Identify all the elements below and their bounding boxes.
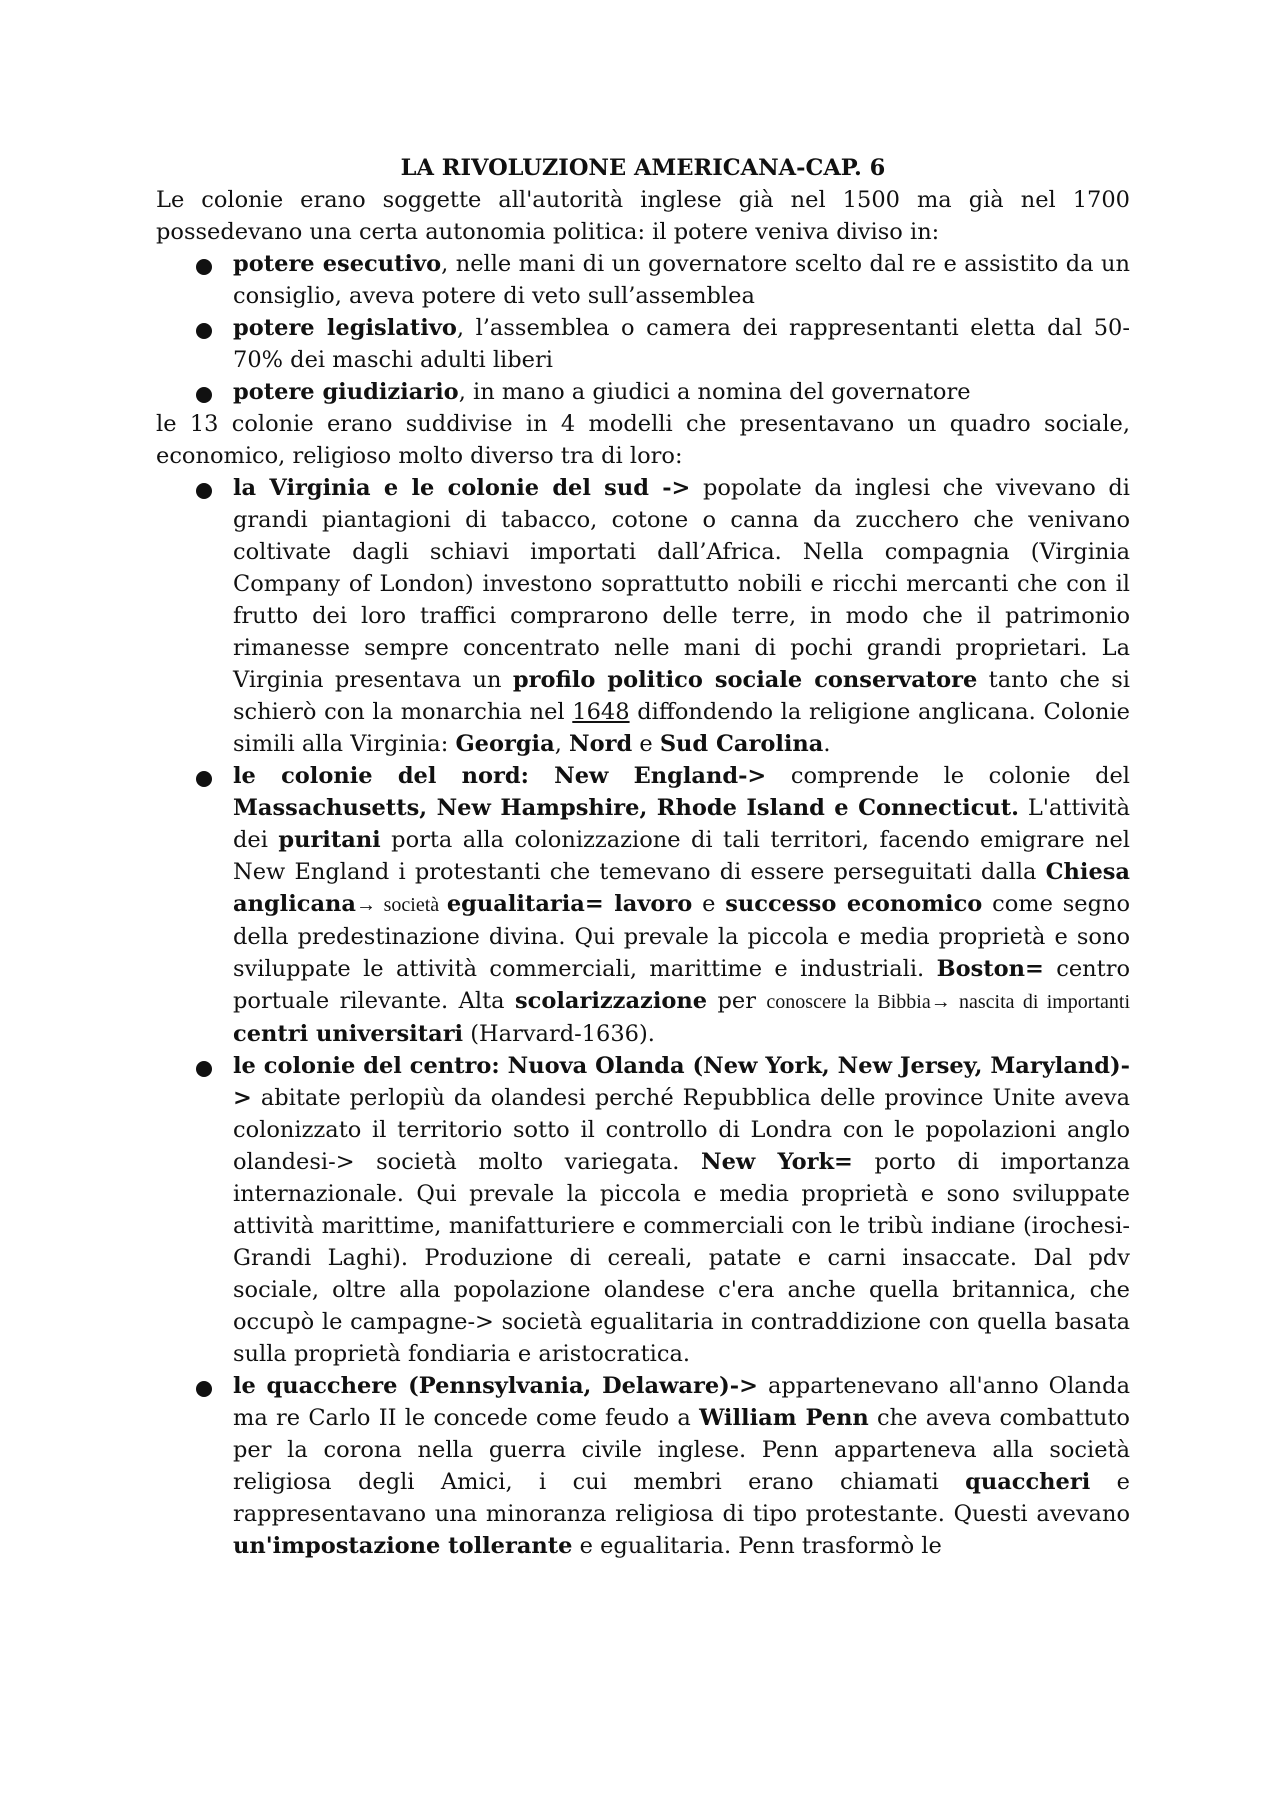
section-heading: le colonie del nord: New England-> (233, 763, 767, 789)
body-text: porto di importanza internazionale. Qui prevale la piccola e media proprietà e sono sviluppate attività marittime, manifatturiere e commerciali con le tribù indiane (irochesi-Grandi Laghi). Produzione di cereali, patate e carni insaccate. Dal pdv sociale, oltre alla popolazione olandese c'era anche quella britannica, che occupò le campagne-> società egualitaria in contraddizione con quella basata sulla proprietà fondiaria e aristocratica. (233, 1149, 1130, 1367)
bullet-icon (196, 323, 212, 339)
section-heading: le quacchere (Pennsylvania, Delaware)-> (233, 1373, 758, 1399)
bold-term: egualitaria= lavoro (446, 891, 693, 917)
bold-term: profilo politico sociale conservatore (512, 667, 978, 693)
list-item-virginia (156, 472, 1130, 760)
body-text: centro portuale rilevante. Alta (233, 956, 1130, 1014)
power-term: potere esecutivo (233, 251, 442, 277)
list-item (156, 376, 1130, 408)
bold-term: Nord (569, 731, 633, 757)
bullet-icon (196, 387, 212, 403)
list-item-center (156, 1050, 1130, 1370)
bullet-icon (196, 1381, 212, 1397)
bullet-icon (196, 771, 212, 787)
section-heading: la Virginia e le colonie del sud -> (233, 475, 691, 501)
bold-term: Boston= (936, 956, 1044, 982)
powers-list (156, 248, 1130, 408)
power-text: , in mano a giudici a nomina del governatore (458, 379, 971, 405)
bold-term: quaccheri (965, 1469, 1091, 1495)
intro-paragraph: Le colonie erano soggette all'autorità inglese già nel 1500 ma già nel 1700 possedevano una certa autonomia politica: il potere veniva diviso in: (156, 187, 1130, 245)
body-text: porta alla colonizzazione di tali territori, facendo emigrare nel New England i protestanti che temevano di essere perseguitati dalla (233, 827, 1130, 885)
body-text: , (554, 731, 570, 757)
section-heading: le colonie del centro: Nuova Olanda (New York, New Jersey, Maryland)-> (233, 1053, 1130, 1111)
bold-term: Sud Carolina (659, 731, 824, 757)
body-text: popolate da inglesi che vivevano di grandi piantagioni di tabacco, cotone o canna da zucchero che venivano coltivate dagli schiavi importati dall’Africa. Nella compagnia (Virginia Company of London) investono soprattutto nobili e ricchi mercanti che con il frutto dei loro traffici comprarono delle terre, in modo che il patrimonio rimanesse sempre concentrato nelle mani di pochi grandi proprietari. La Virginia presentava un (233, 475, 1130, 693)
body-text: e (692, 891, 726, 917)
body-text: che aveva combattuto per la corona nella guerra civile inglese. Penn apparteneva alla società religiosa degli Amici, i cui membri erano chiamati (233, 1405, 1130, 1495)
bold-term: centri universitari (233, 1021, 464, 1047)
bold-term: scolarizzazione (515, 988, 708, 1014)
bold-term: Georgia (455, 731, 555, 757)
body-text: appartenevano all'anno Olanda ma re Carlo II le concede come feudo a (233, 1373, 1130, 1431)
list-item-quaker (156, 1370, 1130, 1562)
small-text: → società (355, 894, 447, 916)
body-text: e egualitaria. Penn trasformò le (572, 1533, 942, 1559)
bold-term: William Penn (699, 1405, 869, 1431)
power-term: potere giudiziario (233, 379, 459, 405)
document-title: LA RIVOLUZIONE AMERICANA-CAP. 6 (400, 155, 886, 181)
list-item (156, 312, 1130, 376)
bullet-icon (196, 1061, 212, 1077)
body-text: tanto che si schierò con la monarchia nel (233, 667, 1130, 725)
body-text: come segno della predestinazione divina. Qui prevale la piccola e media proprietà e sono sviluppate le attività commerciali, marittime e industriali. (233, 891, 1131, 982)
bold-term: New York= (701, 1149, 853, 1175)
power-text: , l’assemblea o camera dei rappresentanti eletta dal 50-70% dei maschi adulti liberi (233, 315, 1130, 373)
body-text: (Harvard-1636). (463, 1021, 655, 1047)
body-text: e rappresentavano una minoranza religiosa di tipo protestante. Questi avevano (233, 1469, 1130, 1527)
body-text: per (707, 988, 767, 1014)
bold-term: successo economico (725, 891, 983, 917)
bold-term: puritani (278, 827, 381, 853)
power-text: , nelle mani di un governatore scelto dal re e assistito da un consiglio, aveva potere di veto sull’assemblea (233, 251, 1130, 309)
body-text: . (823, 731, 831, 757)
body-text: L'attività dei (233, 795, 1131, 853)
body-text: comprende le colonie del (766, 763, 1131, 789)
document-page (156, 152, 1130, 1562)
bullet-icon (196, 483, 212, 499)
list-item (156, 248, 1130, 312)
underlined-year: 1648 (572, 699, 630, 725)
small-text: conoscere la Bibbia→ nascita di importanti (766, 991, 1131, 1013)
list-item-north (156, 760, 1130, 1050)
models-intro-paragraph: le 13 colonie erano suddivise in 4 modelli che presentavano un quadro sociale, economico, religioso molto diverso tra di loro: (156, 411, 1130, 469)
body-text: abitate perlopiù da olandesi perché Repubblica delle province Unite aveva colonizzato il territorio sotto il controllo di Londra con le popolazioni anglo olandesi-> società molto variegata. (233, 1085, 1130, 1175)
power-term: potere legislativo (233, 315, 457, 341)
bold-term: Massachusetts, New Hampshire, Rhode Island e Connecticut. (233, 795, 1019, 821)
colonies-list (156, 472, 1130, 1562)
bullet-icon (196, 259, 212, 275)
bold-term: Chiesa anglicana (233, 859, 1130, 917)
body-text: diffondendo la religione anglicana. Colonie simili alla Virginia: (233, 699, 1130, 757)
body-text: e (632, 731, 660, 757)
bold-term: un'impostazione tollerante (233, 1533, 573, 1559)
